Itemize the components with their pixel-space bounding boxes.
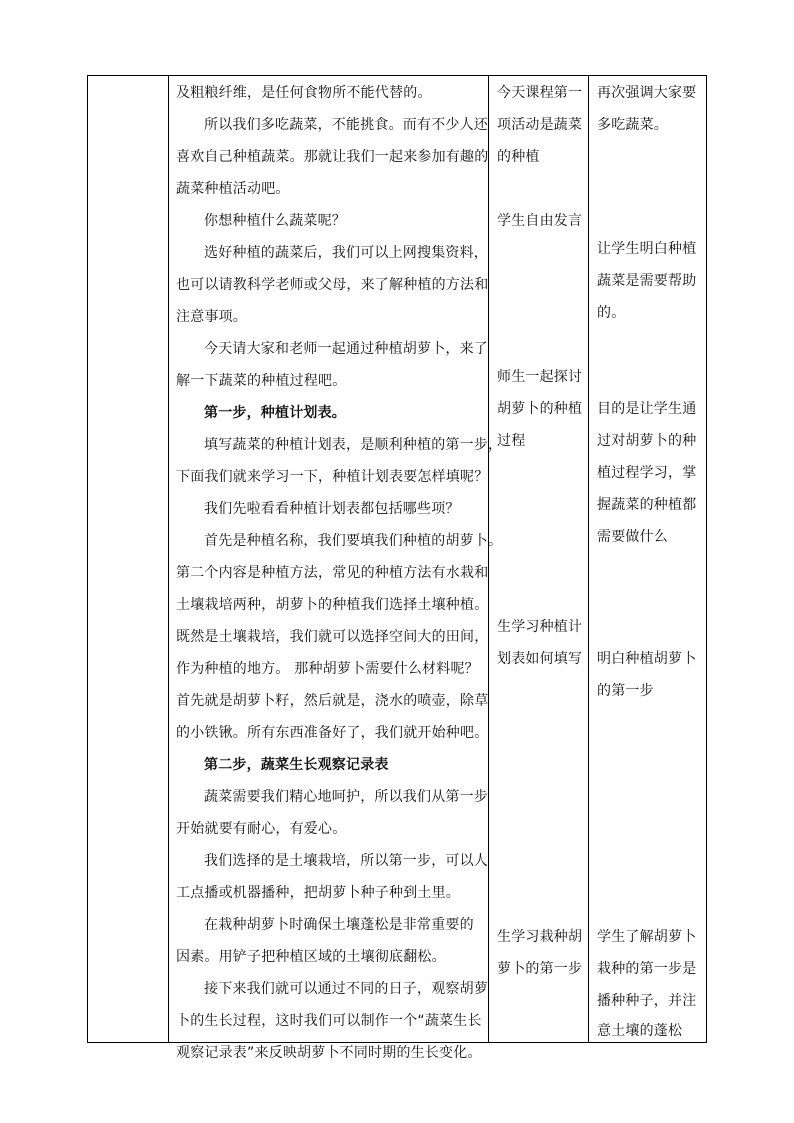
content-line: 工点播或机器播种，把胡萝卜种子种到土里。 [176,885,460,901]
content-line: 蔬菜需要我们精心地呵护，所以我们从第一步 [204,789,488,805]
content-line: 下面我们就来学习一下，种植计划表要怎样填呢？ [176,469,489,485]
purpose-line: 蔬菜是需要帮助 [597,273,697,289]
content-line: 填写蔬菜的种植计划表，是顺利种植的第一步， [204,437,503,453]
content-line: 接下来我们就可以通过不同的日子，观察胡萝 [204,981,488,997]
step-heading: 第二步，蔬菜生长观察记录表 [204,757,389,773]
content-line: 观察记录表”来反映胡萝卜不同时期的生长变化。 [176,1045,482,1061]
content-line: 你想种植什么蔬菜呢？ [204,213,346,229]
column-divider [488,76,489,1042]
content-line: 喜欢自己种植蔬菜。那就让我们一起来参加有趣的 [176,149,489,165]
content-line: 在栽种胡萝卜时确保土壤蓬松是非常重要的 [204,917,474,933]
student-line: 的种植 [497,149,540,165]
student-line: 生学习栽种胡 [497,929,583,945]
purpose-line: 明白种植胡萝卜 [597,651,697,667]
content-line: 解一下蔬菜的种植过程吧。 [176,373,347,389]
student-line: 项活动是蔬菜 [497,117,583,133]
content-line: 蔬菜种植活动吧。 [176,181,290,197]
purpose-line: 多吃蔬菜。 [597,117,668,133]
content-line: 选好种植的蔬菜后，我们可以上网搜集资料， [204,245,488,261]
purpose-line: 的第一步 [597,683,654,699]
content-line: 今天请大家和老师一起通过种植胡萝卜，来了 [204,341,488,357]
purpose-line: 过对胡萝卜的种 [597,433,697,449]
purpose-line: 需要做什么 [597,529,668,545]
purpose-line: 植过程学习，掌 [597,465,697,481]
purpose-line: 让学生明白种植 [597,241,697,257]
content-line: 因素。用铲子把种植区域的土壤彻底翻松。 [176,949,446,965]
content-line: 的小铁锹。所有东西准备好了，我们就开始种吧。 [176,725,489,741]
content-line: 我们选择的是土壤栽培，所以第一步，可以人 [204,853,488,869]
purpose-line: 栽种的第一步是 [597,961,697,977]
content-line: 也可以请教科学老师或父母，来了解种植的方法和 [176,277,489,293]
content-line: 既然是土壤栽培，我们就可以选择空间大的田间， [176,629,489,645]
student-line: 萝卜的第一步 [497,961,583,977]
purpose-line: 的。 [597,305,626,321]
content-line: 我们先啦看看种植计划表都包括哪些项？ [204,501,460,517]
student-line: 过程 [497,433,526,449]
student-line: 今天课程第一 [497,85,583,101]
student-line: 生学习种植计 [497,619,583,635]
student-line: 学生自由发言 [497,213,583,229]
content-line: 及粗粮纤维，是任何食物所不能代替的。 [176,85,432,101]
content-line: 首先就是胡萝卜籽，然后就是，浇水的喷壶，除草 [176,693,489,709]
purpose-line: 意土壤的蓬松 [597,1023,683,1039]
purpose-line: 握蔬菜的种植都 [597,497,697,513]
content-line: 开始就要有耐心，有爱心。 [176,821,347,837]
student-line: 师生一起探讨 [497,369,583,385]
student-line: 划表如何填写 [497,651,583,667]
column-divider [588,76,589,1042]
lesson-table [87,75,707,1061]
purpose-line: 再次强调大家要 [597,85,697,101]
content-line: 第二个内容是种植方法，常见的种植方法有水栽和 [176,565,489,581]
column-divider [168,76,169,1042]
content-line: 所以我们多吃蔬菜，不能挑食。而有不少人还 [204,117,488,133]
content-line: 土壤栽培两种，胡萝卜的种植我们选择土壤种植。 [176,597,489,613]
content-line: 作为种植的地方。 那种胡萝卜需要什么材料呢？ [176,661,479,677]
step-heading: 第一步，种植计划表。 [204,405,346,421]
purpose-line: 播种种子，并注 [597,993,697,1009]
purpose-line: 目的是让学生通 [597,401,697,417]
content-line: 卜的生长过程，这时我们可以制作一个“蔬菜生长 [176,1013,482,1029]
purpose-line: 学生了解胡萝卜 [597,929,697,945]
student-line: 胡萝卜的种植 [497,401,583,417]
content-line: 首先是种植名称，我们要填我们种植的胡萝卜。 [204,533,503,549]
content-line: 注意事项。 [176,309,247,325]
